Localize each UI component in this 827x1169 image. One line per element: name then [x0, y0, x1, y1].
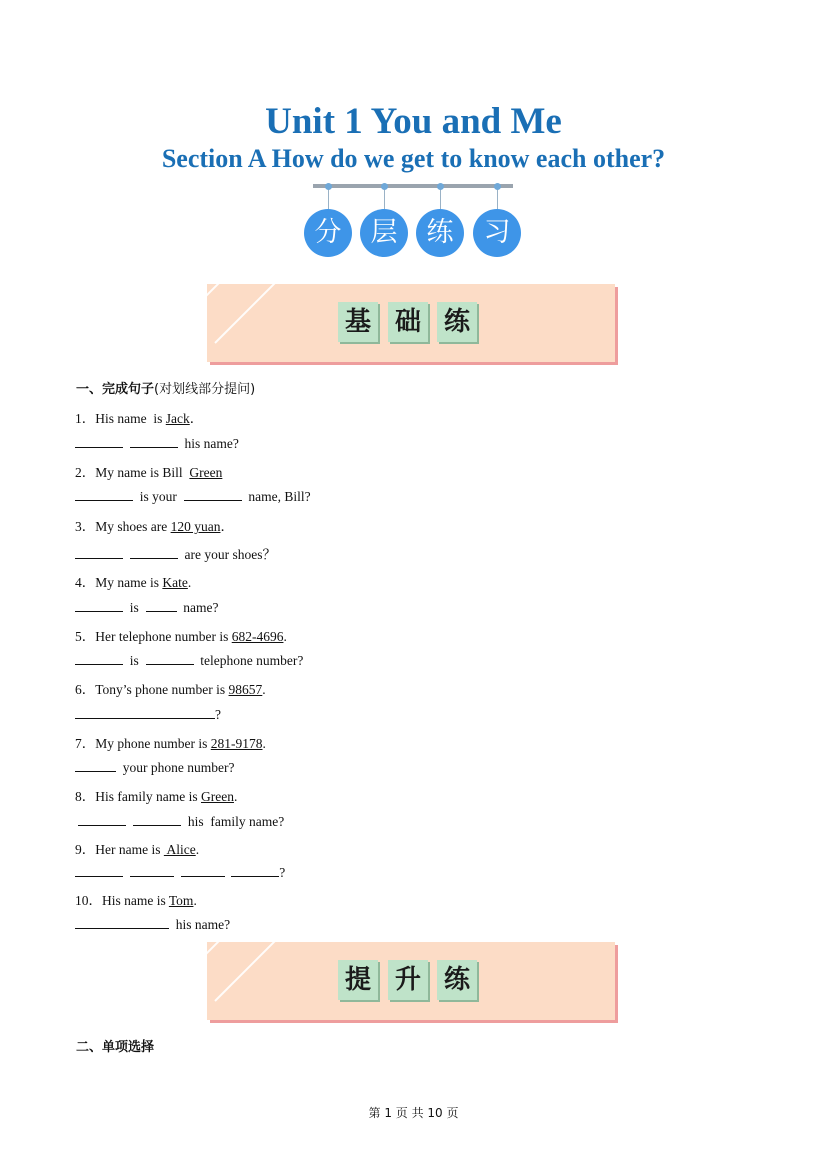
answer-text: is	[129, 653, 139, 668]
question-5	[75, 625, 287, 645]
answer-blank[interactable]	[231, 864, 279, 877]
underlined-part: 120 yuan	[170, 519, 221, 534]
question-punct: .	[187, 575, 192, 590]
question-text: 8．His family name is	[75, 789, 201, 804]
question-9	[75, 838, 199, 858]
question-text: 3．My shoes are	[75, 519, 171, 534]
circle-item	[304, 185, 354, 259]
answer-9	[75, 864, 285, 881]
answer-blank[interactable]	[130, 864, 174, 877]
answer-8	[75, 813, 284, 830]
banner-basic	[207, 284, 615, 362]
answer-blank[interactable]	[75, 864, 123, 877]
question-text: 10．His name is	[75, 893, 169, 908]
banner-char: 练	[437, 960, 477, 1000]
question-punct: .	[262, 736, 266, 751]
question-text: 5．Her telephone number is	[75, 629, 232, 644]
answer-blank[interactable]	[75, 546, 123, 559]
answer-text: ?	[279, 865, 286, 880]
underlined-part: 281-9178	[210, 736, 263, 751]
underlined-part: 98657	[228, 682, 263, 697]
question-text: 1．His name is	[75, 411, 166, 426]
circle-label: 分	[304, 209, 352, 257]
answer-3	[75, 543, 276, 563]
section-two-heading	[76, 1036, 154, 1055]
question-punct: ．	[220, 519, 234, 534]
page-subtitle: Section A How do we get to know each other?	[161, 144, 666, 173]
answer-blank[interactable]	[75, 916, 169, 929]
question-punct: .	[262, 682, 266, 697]
answer-text: is	[129, 600, 139, 615]
answer-blank[interactable]	[75, 759, 116, 772]
answer-7	[75, 759, 234, 776]
answer-blank[interactable]	[133, 813, 181, 826]
question-3	[75, 515, 234, 535]
question-text: 9．Her name is	[75, 842, 164, 857]
underlined-part: Green	[200, 789, 234, 804]
answer-4	[75, 599, 219, 616]
question-punct: .	[283, 629, 287, 644]
banner-char: 升	[388, 960, 428, 1000]
page-title: Unit 1 You and Me	[265, 101, 562, 142]
question-6	[75, 678, 266, 698]
circle-item	[473, 185, 523, 259]
answer-2	[75, 488, 311, 505]
page-footer: 第 1 页 共 10 页	[368, 1106, 459, 1120]
banner-char: 提	[338, 960, 378, 1000]
question-text: 4．My name is	[75, 575, 163, 590]
answer-text: is your	[139, 489, 177, 504]
answer-blank[interactable]	[75, 599, 123, 612]
question-2	[75, 461, 222, 481]
answer-blank[interactable]	[75, 706, 215, 719]
answer-10	[75, 916, 230, 933]
question-punct: ．	[189, 411, 204, 426]
question-punct: .	[193, 893, 197, 908]
circle-item	[360, 185, 410, 259]
underlined-part: Green	[189, 465, 223, 480]
answer-blank[interactable]	[146, 599, 177, 612]
answer-text: his name?	[184, 436, 239, 451]
question-punct: .	[233, 789, 238, 804]
answer-blank[interactable]	[78, 813, 126, 826]
answer-text: your phone number?	[122, 760, 235, 775]
answer-text: name, Bill?	[248, 489, 311, 504]
answer-text: are your shoes？	[184, 547, 276, 562]
answer-blank[interactable]	[75, 488, 133, 501]
answer-5	[75, 652, 303, 669]
question-10	[75, 889, 197, 909]
circle-item	[416, 185, 466, 259]
answer-blank[interactable]	[184, 488, 242, 501]
question-4	[75, 571, 191, 591]
answer-blank[interactable]	[75, 652, 123, 665]
answer-blank[interactable]	[130, 546, 178, 559]
question-1	[75, 407, 203, 427]
answer-blank[interactable]	[146, 652, 194, 665]
underlined-part: 682-4696	[231, 629, 284, 644]
answer-text: his family name?	[187, 814, 285, 829]
banner-char: 练	[437, 302, 477, 342]
underlined-part: Jack	[165, 411, 190, 426]
section-one-title: 一、完成句子	[76, 382, 155, 397]
circle-label: 层	[360, 209, 408, 257]
question-8	[75, 785, 237, 805]
banner-char: 基	[338, 302, 378, 342]
section-one-heading	[76, 378, 255, 397]
answer-blank[interactable]	[75, 435, 123, 448]
answer-text: name?	[183, 600, 219, 615]
question-text: 7．My phone number is	[75, 736, 211, 751]
underlined-part: Alice	[163, 842, 196, 857]
answer-text: telephone number?	[200, 653, 304, 668]
underlined-part: Tom	[168, 893, 194, 908]
section-two-title: 二、单项选择	[76, 1040, 155, 1055]
question-text: 2．My name is Bill	[75, 465, 190, 480]
answer-1	[75, 435, 239, 452]
answer-text: his name?	[175, 917, 231, 932]
question-7	[75, 732, 266, 752]
underlined-part: Kate	[162, 575, 188, 590]
circle-label: 练	[416, 209, 464, 257]
answer-blank[interactable]	[181, 864, 225, 877]
answer-text: ?	[215, 707, 221, 722]
answer-6	[75, 706, 221, 723]
question-text: 6．Tony’s phone number is	[75, 682, 229, 697]
question-punct: .	[195, 842, 200, 857]
section-one-note: (对划线部分提问)	[154, 382, 256, 397]
circle-label: 习	[473, 209, 521, 257]
banner-char: 础	[388, 302, 428, 342]
answer-blank[interactable]	[130, 435, 178, 448]
banner-advanced	[207, 942, 615, 1020]
